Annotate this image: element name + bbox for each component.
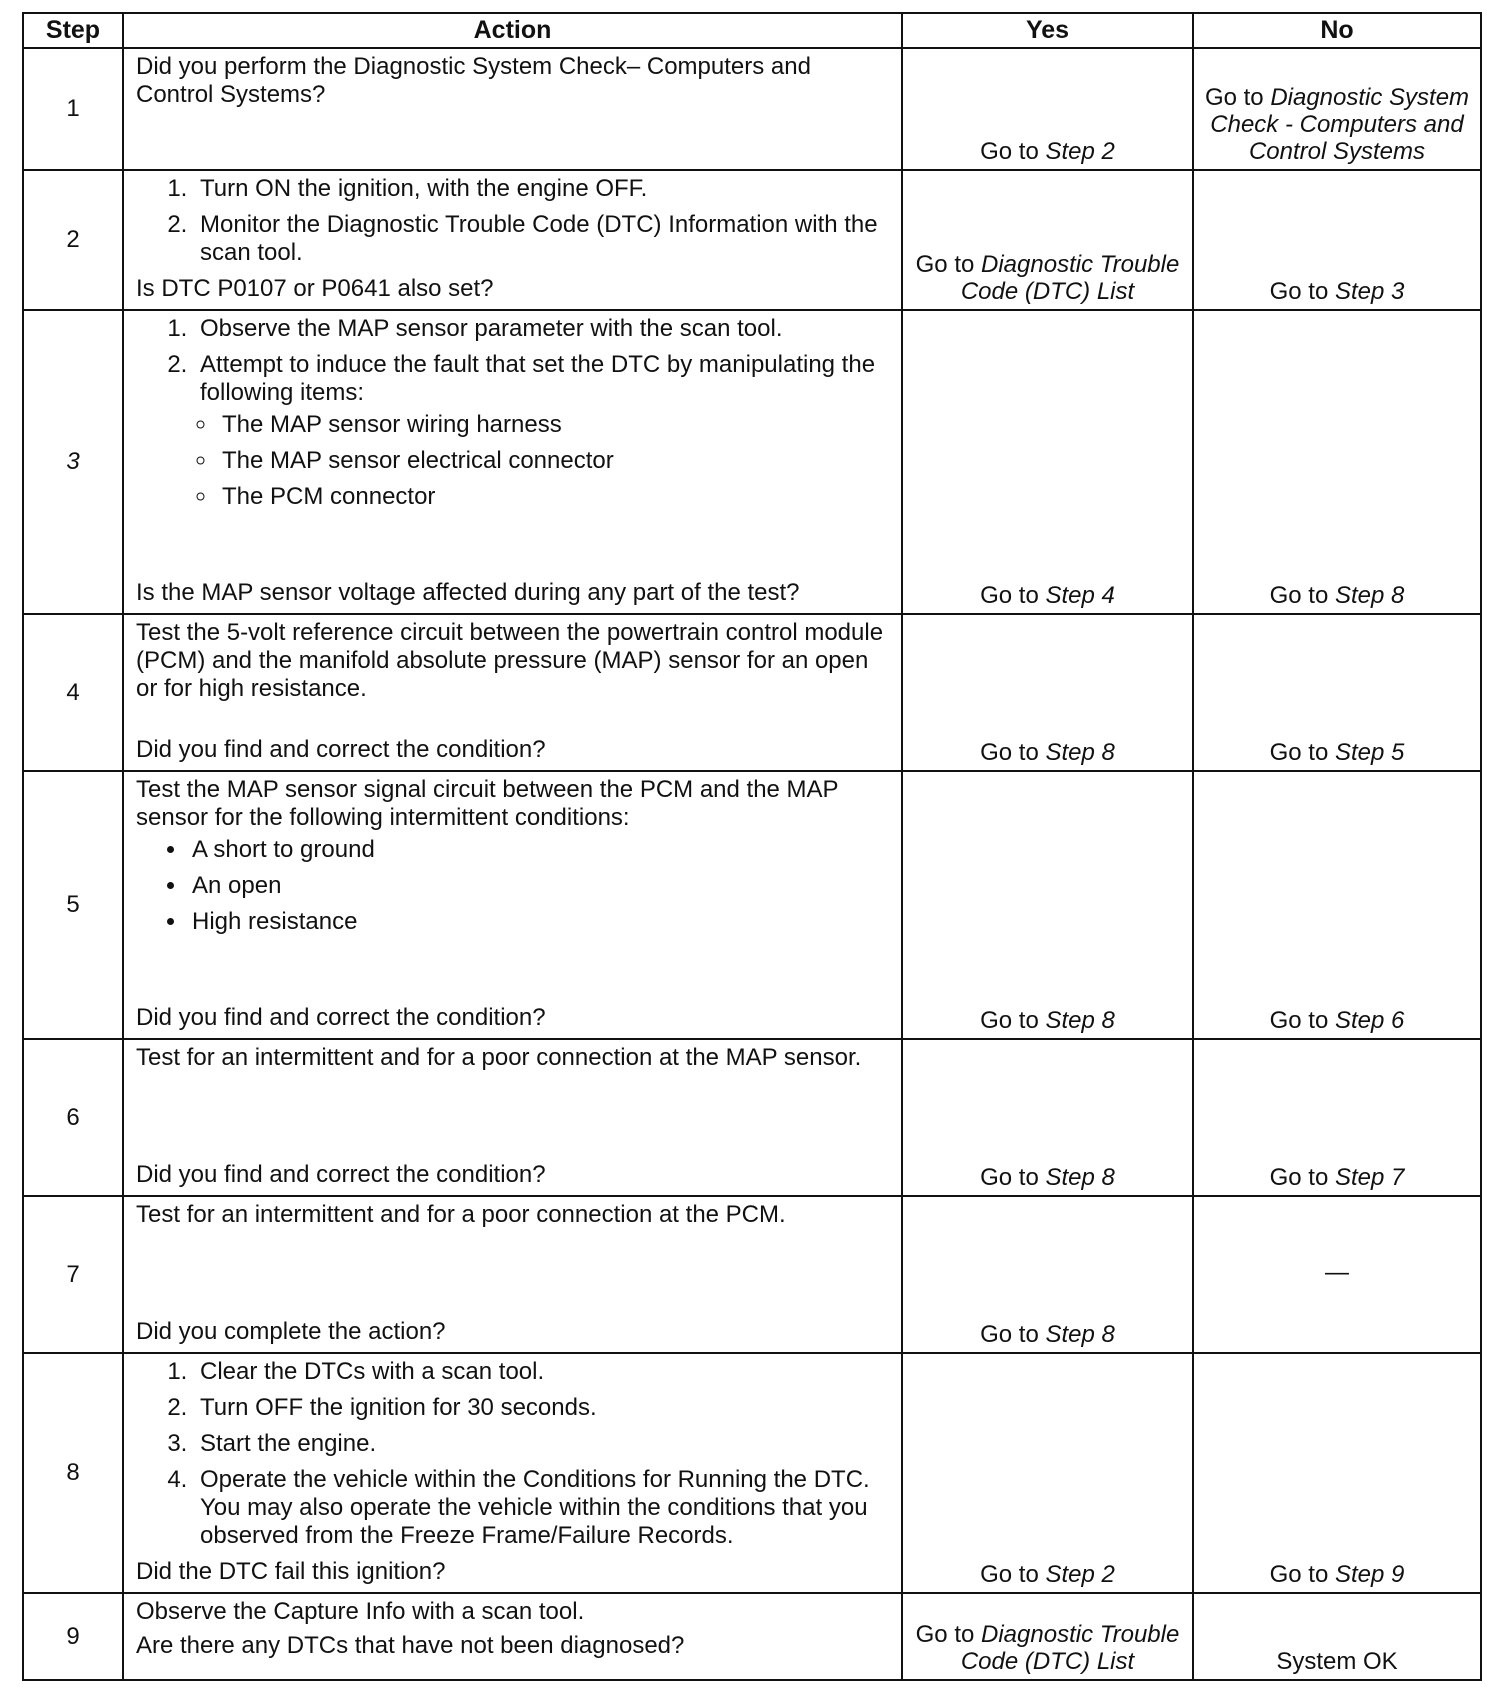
- step-number: 9: [23, 1593, 123, 1680]
- yes-cell: [902, 1039, 1193, 1196]
- bullet-item: • An open: [188, 872, 887, 900]
- no-prefix: Go to: [1204, 84, 1264, 111]
- action-steps-list: [136, 315, 887, 519]
- table-row-step-5: [23, 771, 1481, 1039]
- action-cell: [123, 1353, 902, 1593]
- action-question: Did you find and correct the condition?: [136, 736, 546, 763]
- action-question: Did you find and correct the condition?: [136, 1004, 546, 1031]
- yes-target-link[interactable]: Step 8: [1045, 1164, 1115, 1191]
- yes-target-link[interactable]: Step 2: [1045, 1561, 1115, 1588]
- step-number: 4: [23, 614, 123, 771]
- no-cell: [1193, 170, 1481, 310]
- list-item: 4. Operate the vehicle within the Conditions for Running the DTC. You may also operate the vehicle within the conditions that you observed from the Freeze Frame/Failure Records.: [194, 1466, 887, 1550]
- yes-prefix: Go to: [980, 1164, 1039, 1191]
- table-row-step-4: [23, 614, 1481, 771]
- no-prefix: Go to: [1269, 739, 1329, 766]
- bullet-item: • A short to ground: [188, 836, 887, 864]
- no-target-link[interactable]: Step 8: [1334, 582, 1405, 609]
- action-cell: [123, 771, 902, 1039]
- action-cell: [123, 1039, 902, 1196]
- step-number: 1: [23, 48, 123, 170]
- action-cell: [123, 614, 902, 771]
- step-number: 3: [23, 310, 123, 614]
- bullet-list: [200, 411, 887, 511]
- no-target-link[interactable]: Step 6: [1334, 1007, 1405, 1034]
- yes-prefix: Go to: [980, 138, 1039, 165]
- yes-prefix: Go to: [980, 739, 1039, 766]
- no-cell: [1193, 771, 1481, 1039]
- list-item: 1. Observe the MAP sensor parameter with the scan tool.: [194, 315, 887, 343]
- list-item: [194, 351, 887, 511]
- no-target-link[interactable]: Step 9: [1334, 1561, 1405, 1588]
- yes-prefix: Go to: [980, 1007, 1039, 1034]
- table-row-step-3: [23, 310, 1481, 614]
- no-cell: [1193, 310, 1481, 614]
- no-prefix: Go to: [1269, 1007, 1329, 1034]
- no-cell: [1193, 1353, 1481, 1593]
- no-target-link[interactable]: Step 7: [1334, 1164, 1405, 1191]
- action-cell: [123, 170, 902, 310]
- no-cell: [1193, 1039, 1481, 1196]
- yes-cell: [902, 1196, 1193, 1353]
- no-prefix: Go to: [1269, 1561, 1329, 1588]
- action-question: Is the MAP sensor voltage affected during any part of the test?: [136, 579, 800, 606]
- no-target-link[interactable]: Diagnostic System Check - Computers and Control Systems: [1210, 84, 1470, 165]
- no-dash: —: [1325, 1259, 1349, 1286]
- action-question: Is DTC P0107 or P0641 also set?: [136, 275, 494, 302]
- table-row-step-8: [23, 1353, 1481, 1593]
- table-row-step-6: [23, 1039, 1481, 1196]
- no-result: System OK: [1276, 1648, 1398, 1675]
- action-text: Observe the Capture Info with a scan tool.: [136, 1598, 585, 1625]
- action-question: Did the DTC fail this ignition?: [136, 1558, 446, 1585]
- no-target-link[interactable]: Step 5: [1334, 739, 1405, 766]
- no-cell: [1193, 48, 1481, 170]
- yes-prefix: Go to: [915, 1621, 975, 1648]
- list-item: 2. Monitor the Diagnostic Trouble Code (DTC) Information with the scan tool.: [194, 211, 887, 267]
- action-steps-list: [136, 1358, 887, 1558]
- yes-target-link[interactable]: Step 2: [1045, 138, 1115, 165]
- yes-target-link[interactable]: Step 8: [1045, 739, 1115, 766]
- step-number: 2: [23, 170, 123, 310]
- table-row-step-9: [23, 1593, 1481, 1680]
- action-cell: [123, 310, 902, 614]
- action-question: Did you complete the action?: [136, 1318, 446, 1345]
- yes-target-link[interactable]: Diagnostic Trouble Code (DTC) List: [960, 1621, 1180, 1675]
- action-text: Test the 5-volt reference circuit between the powertrain control module (PCM) and the manifold absolute pressure (MAP) sensor for an open or for high resistance.: [136, 619, 884, 702]
- yes-cell: [902, 48, 1193, 170]
- action-steps-list: [136, 175, 887, 275]
- bullet-item: • High resistance: [188, 908, 887, 936]
- action-text: Test for an intermittent and for a poor connection at the PCM.: [136, 1201, 786, 1228]
- action-cell: [123, 1593, 902, 1680]
- bullet-item: ◦ The MAP sensor wiring harness: [218, 411, 887, 439]
- list-item: 1. Turn ON the ignition, with the engine OFF.: [194, 175, 887, 203]
- header-step: Step: [23, 13, 123, 48]
- bullet-item: ◦ The MAP sensor electrical connector: [218, 447, 887, 475]
- list-item: 3. Start the engine.: [194, 1430, 887, 1458]
- list-item: 2. Turn OFF the ignition for 30 seconds.: [194, 1394, 887, 1422]
- yes-prefix: Go to: [980, 1561, 1039, 1588]
- action-question: Are there any DTCs that have not been diagnosed?: [136, 1632, 685, 1659]
- yes-target-link[interactable]: Diagnostic Trouble Code (DTC) List: [960, 251, 1180, 305]
- action-text: Test for an intermittent and for a poor connection at the MAP sensor.: [136, 1044, 862, 1071]
- action-cell: [123, 48, 902, 170]
- no-target-link[interactable]: Step 3: [1334, 278, 1405, 305]
- yes-cell: [902, 771, 1193, 1039]
- table-row-step-2: [23, 170, 1481, 310]
- header-no: No: [1193, 13, 1481, 48]
- yes-cell: [902, 1353, 1193, 1593]
- no-cell: [1193, 1593, 1481, 1680]
- yes-target-link[interactable]: Step 8: [1045, 1007, 1115, 1034]
- list-item: 1. Clear the DTCs with a scan tool.: [194, 1358, 887, 1386]
- step-number: 7: [23, 1196, 123, 1353]
- table-row-step-1: [23, 48, 1481, 170]
- yes-cell: [902, 310, 1193, 614]
- header-row: [23, 13, 1481, 48]
- bullet-item: ◦ The PCM connector: [218, 483, 887, 511]
- header-action: Action: [123, 13, 902, 48]
- yes-prefix: Go to: [980, 582, 1039, 609]
- diagnostic-table: [22, 12, 1482, 1681]
- no-prefix: Go to: [1269, 582, 1329, 609]
- yes-target-link[interactable]: Step 8: [1045, 1321, 1115, 1348]
- yes-prefix: Go to: [980, 1321, 1039, 1348]
- step-number: 5: [23, 771, 123, 1039]
- yes-cell: [902, 614, 1193, 771]
- step-number: 6: [23, 1039, 123, 1196]
- table-row-step-7: [23, 1196, 1481, 1353]
- action-text: Test the MAP sensor signal circuit between the PCM and the MAP sensor for the following intermittent conditions:: [136, 776, 839, 831]
- no-cell: [1193, 1196, 1481, 1353]
- no-cell: [1193, 614, 1481, 771]
- bullet-list: [136, 836, 887, 944]
- list-item-text: Attempt to induce the fault that set the DTC by manipulating the following items:: [200, 351, 876, 406]
- header-yes: Yes: [902, 13, 1193, 48]
- step-number: 8: [23, 1353, 123, 1593]
- action-cell: [123, 1196, 902, 1353]
- action-text: Did you perform the Diagnostic System Check– Computers and Control Systems?: [136, 53, 811, 108]
- no-prefix: Go to: [1269, 1164, 1329, 1191]
- yes-cell: [902, 1593, 1193, 1680]
- yes-cell: [902, 170, 1193, 310]
- yes-target-link[interactable]: Step 4: [1045, 582, 1115, 609]
- yes-prefix: Go to: [915, 251, 975, 278]
- action-question: Did you find and correct the condition?: [136, 1161, 546, 1188]
- no-prefix: Go to: [1269, 278, 1329, 305]
